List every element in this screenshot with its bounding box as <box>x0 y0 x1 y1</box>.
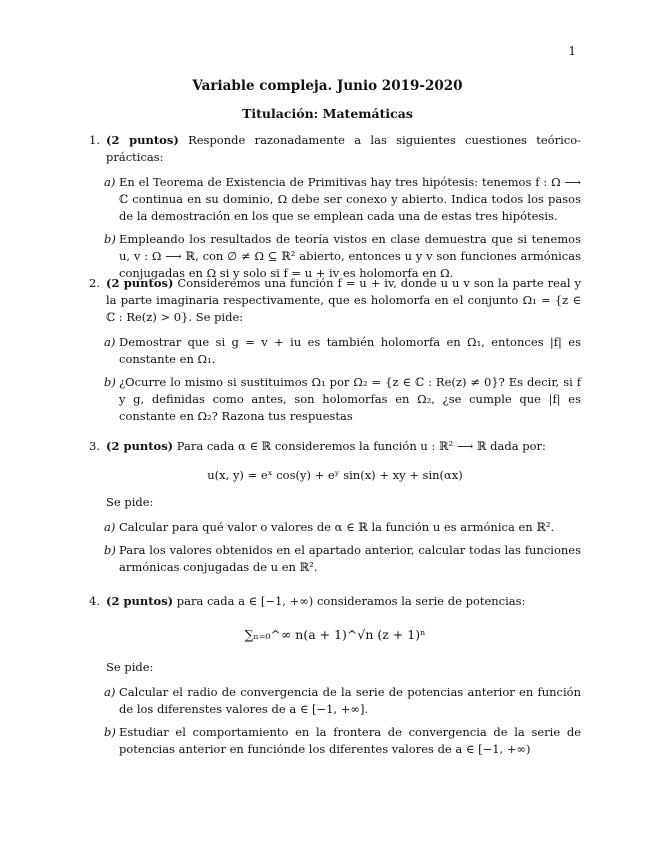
se-pide-label: Se pide: <box>106 495 154 509</box>
question-number: 3. <box>89 439 100 453</box>
question-intro <box>106 593 581 610</box>
item-text: ¿Ocurre lo mismo si sustituimos Ω₁ por Ω₂ = {z ∈ ℂ : Re(z) ≠ 0}? Es decir, si f y g, definidas como antes, son holomorfas en Ω₂, ¿se cumple que |f| es constante en Ω₂? Razona tus respuestas <box>119 375 581 423</box>
item-label: b) <box>104 375 116 389</box>
question-points: (2 puntos) <box>106 276 174 290</box>
question-item-b <box>106 374 581 425</box>
exam-subtitle: Titulación: Matemáticas <box>242 106 413 121</box>
question-text: para cada a ∈ [−1, +∞) consideramos la serie de potencias: <box>176 594 526 608</box>
item-label: a) <box>104 685 116 699</box>
question-item-a <box>106 519 581 536</box>
question-intro <box>106 438 581 455</box>
question-item-a <box>106 174 581 225</box>
question-item-a <box>106 334 581 368</box>
question-3 <box>89 438 581 576</box>
page-number: 1 <box>568 44 576 58</box>
item-text: Para los valores obtenidos en el apartado anterior, calcular todas las funciones armónicas conjugadas de u en ℝ². <box>119 543 581 574</box>
question-number: 4. <box>89 594 100 608</box>
question-item-b <box>106 542 581 576</box>
question-points: (2 puntos) <box>106 133 179 147</box>
item-label: a) <box>104 520 116 534</box>
question-text: Consideremos una función f = u + iv, donde u u v son la parte real y la parte imaginaria respectivamente, que es holomorfa en el conjunto Ω₁ = {z ∈ ℂ : Re(z) > 0}. Se pide: <box>106 276 581 324</box>
question-text: Para cada α ∈ ℝ consideremos la función u : ℝ² ⟶ ℝ dada por: <box>176 439 546 453</box>
item-text: Empleando los resultados de teoría vistos en clase demuestra que si tenemos u, v : Ω ⟶ ℝ, con ∅ ≠ Ω ⊆ ℝ² abierto, entonces u y v son funciones armónicas conjugadas en Ω si y solo si f = u + iv es holomorfa en Ω. <box>119 232 581 280</box>
item-text: En el Teorema de Existencia de Primitivas hay tres hipótesis: tenemos f : Ω ⟶ ℂ continua en su dominio, Ω debe ser conexo y abierto. Indica todos los pasos de la demostración en los que se emplean cada una de estas tres hipótesis. <box>119 175 581 223</box>
question-number: 2. <box>89 276 100 290</box>
item-label: b) <box>104 232 116 246</box>
item-text: Calcular el radio de convergencia de la serie de potencias anterior en función de los diferenstes valores de a ∈ [−1, +∞]. <box>119 685 581 716</box>
item-label: b) <box>104 543 116 557</box>
item-text: Calcular para qué valor o valores de α ∈ ℝ la función u es armónica en ℝ². <box>119 520 555 534</box>
se-pide-label: Se pide: <box>106 660 154 674</box>
item-label: a) <box>104 175 116 189</box>
question-2 <box>89 275 581 425</box>
question-text: Responde razonadamente a las siguientes cuestiones teórico-prácticas: <box>106 133 582 164</box>
item-text: Estudiar el comportamiento en la frontera de convergencia de la serie de potencias anterior en funciónde los diferentes valores de a ∈ [−1, +∞) <box>119 725 581 756</box>
formula-series: ∑ₙ₌₀^∞ n(a + 1)^√n (z + 1)ⁿ <box>244 627 426 642</box>
item-text: Demostrar que si g = v + iu es también holomorfa en Ω₁, entonces |f| es constante en Ω₁. <box>119 335 581 366</box>
question-points: (2 puntos) <box>106 439 174 453</box>
question-points: (2 puntos) <box>106 594 174 608</box>
question-intro <box>106 132 581 166</box>
question-intro <box>106 275 581 326</box>
question-item-b <box>106 724 581 758</box>
question-4 <box>89 593 581 758</box>
item-label: b) <box>104 725 116 739</box>
exam-title: Variable compleja. Junio 2019-2020 <box>192 78 463 94</box>
item-label: a) <box>104 335 116 349</box>
question-1 <box>89 132 581 282</box>
question-item-a <box>106 684 581 718</box>
formula-u: u(x, y) = eˣ cos(y) + eʸ sin(x) + xy + sin(αx) <box>207 468 463 482</box>
question-number: 1. <box>89 133 100 147</box>
